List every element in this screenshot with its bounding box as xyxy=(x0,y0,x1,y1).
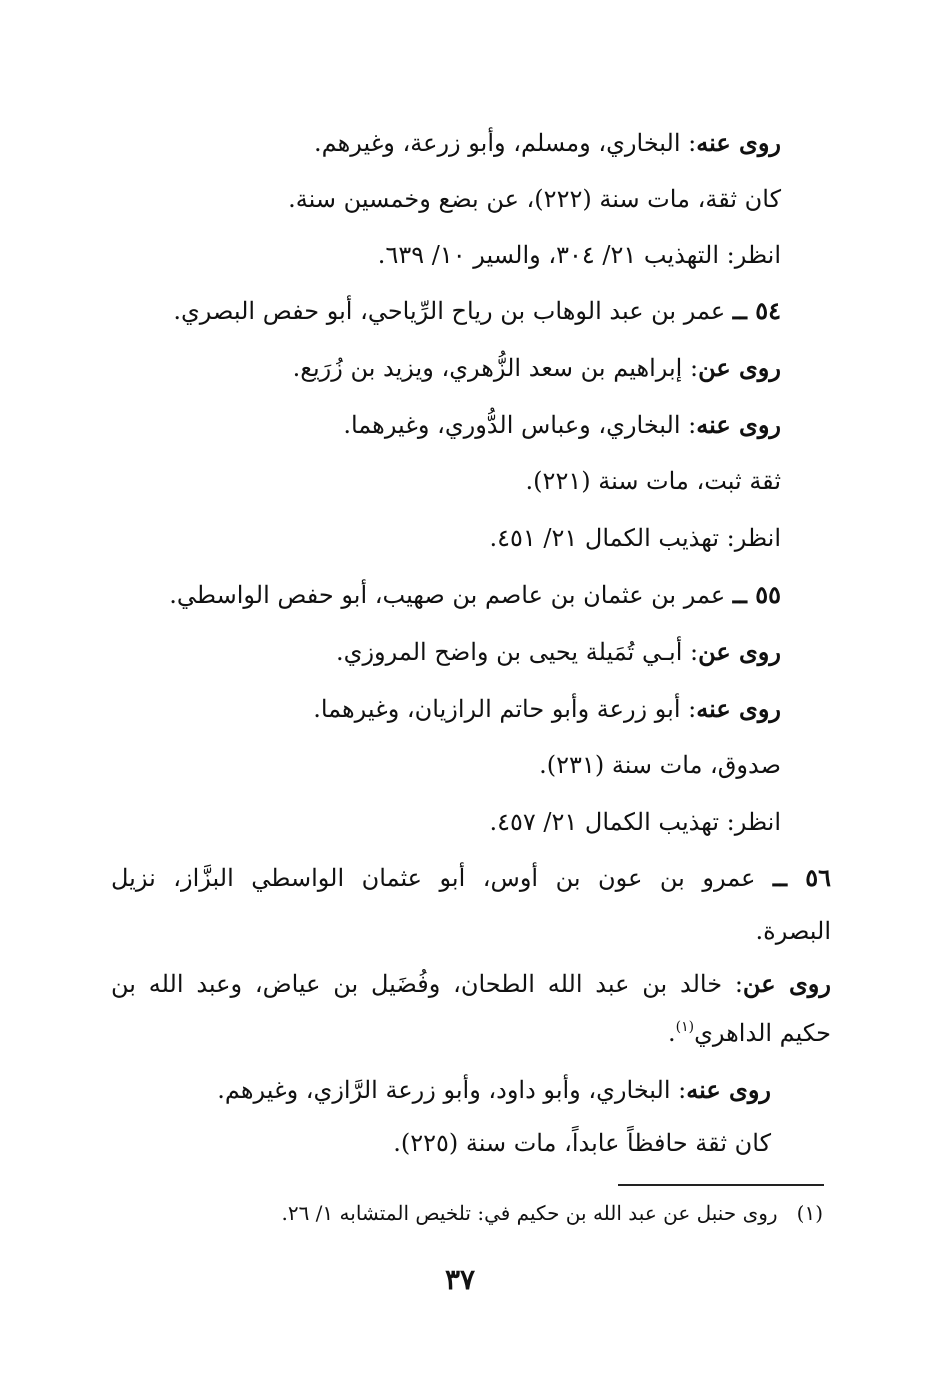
label-narrated-from: روى عن xyxy=(698,637,781,666)
line-text: . xyxy=(668,1019,676,1047)
reference-line xyxy=(378,237,781,273)
label-narrated-from-him: روى عنه xyxy=(696,410,781,439)
label-narrated-from-him: روى عنه xyxy=(696,694,781,723)
line-text: انظر: التهذيب ٢١/ ٣٠٤، والسير ١٠/ ٦٣٩. xyxy=(377,241,781,269)
grading-line xyxy=(539,747,781,783)
entry-56-heading xyxy=(111,860,831,896)
narrated-from-line xyxy=(111,966,831,1002)
line-text: عمر بن عبد الوهاب بن رياح الرِّياحي، أبو حفص البصري. xyxy=(173,297,733,325)
label-narrated-from-him: روى عنه xyxy=(696,128,781,157)
line-text: صدوق، مات سنة (٢٣١). xyxy=(539,751,781,779)
entry-54-heading xyxy=(173,293,781,329)
footnote-reference[interactable]: (١) xyxy=(675,1019,695,1035)
grading-line xyxy=(526,463,781,499)
reference-line xyxy=(489,804,781,840)
line-text: انظر: تهذيب الكمال ٢١/ ٤٥١. xyxy=(489,524,781,552)
label-narrated-from-him: روى عنه xyxy=(686,1075,771,1104)
entry-number: ٥٦ ــ xyxy=(772,863,832,892)
line-text: : خالد بن عبد الله الطحان، وفُضَيل بن عياض، وعبد الله بن xyxy=(111,970,743,998)
line-text: البصرة. xyxy=(755,917,831,945)
narrated-from-line xyxy=(336,634,781,670)
line-text: : البخاري، ومسلم، وأبو زرعة، وغيرهم. xyxy=(314,129,697,157)
narrated-from-line xyxy=(293,350,781,386)
entry-number: ٥٤ ــ xyxy=(732,296,781,325)
line-text: انظر: تهذيب الكمال ٢١/ ٤٥٧. xyxy=(489,808,781,836)
entry-number: ٥٥ ــ xyxy=(732,580,781,609)
line-text: : أبو زرعة وأبو حاتم الرازيان، وغيرهما. xyxy=(313,695,697,723)
continuation-line xyxy=(668,1015,831,1055)
line-text: كان ثقة حافظاً عابداً، مات سنة (٢٢٥). xyxy=(393,1129,771,1157)
line-text: : البخاري، وأبو داود، وأبو زرعة الرَّازي، وغيرهم. xyxy=(217,1076,687,1104)
narrators-from-him-line xyxy=(313,691,781,727)
footnote-marker: (١) xyxy=(796,1201,823,1225)
reference-line xyxy=(489,520,781,556)
line-text: عمرو بن عون بن أوس، أبو عثمان الواسطي البزَّاز، نزيل xyxy=(111,864,773,892)
narrators-from-him-line xyxy=(314,125,781,161)
grading-line xyxy=(393,1125,771,1161)
narrators-from-him-line xyxy=(343,407,781,443)
line-text: حكيم الداهري xyxy=(694,1019,831,1047)
label-narrated-from: روى عن xyxy=(742,969,831,998)
line-text: : البخاري، وعباس الدُّوري، وغيرهما. xyxy=(343,411,697,439)
line-text: ثقة ثبت، مات سنة (٢٢١). xyxy=(525,467,781,495)
continuation-line xyxy=(756,913,831,949)
footnote xyxy=(281,1198,823,1228)
line-text: : إبراهيم بن سعد الزُّهري، ويزيد بن زُرَيع. xyxy=(292,354,699,382)
footnote-separator xyxy=(618,1184,824,1186)
footnote-text: روى حنبل عن عبد الله بن حكيم في: تلخيص المتشابه ١/ ٢٦. xyxy=(281,1201,778,1225)
page-number: ٣٧ xyxy=(444,1263,476,1296)
line-text: كان ثقة، مات سنة (٢٢٢)، عن بضع وخمسين سنة. xyxy=(288,185,781,213)
label-narrated-from: روى عن xyxy=(698,353,781,382)
grading-line xyxy=(288,181,781,217)
entry-55-heading xyxy=(169,577,781,613)
line-text: : أبـي تُمَيلة يحيى بن واضح المروزي. xyxy=(336,638,699,666)
narrators-from-him-line xyxy=(217,1072,771,1108)
line-text: عمر بن عثمان بن عاصم بن صهيب، أبو حفص الواسطي. xyxy=(169,581,733,609)
